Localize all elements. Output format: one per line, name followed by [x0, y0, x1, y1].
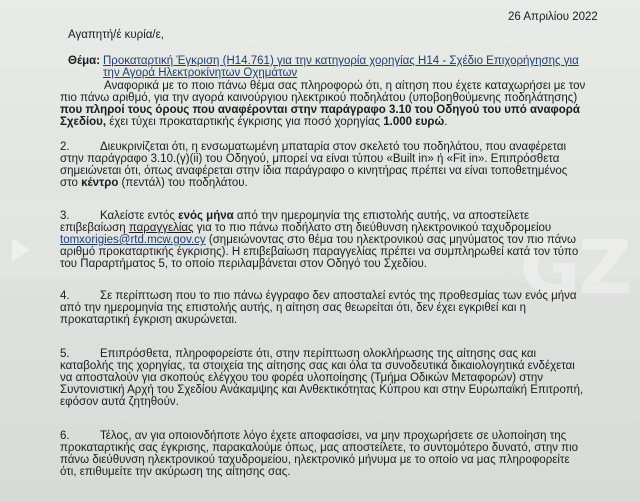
letter-date: 26 Απριλίου 2022: [508, 11, 598, 23]
subject-line-2: την Αγορά Ηλεκτροκίνητων Οχημάτων: [103, 67, 298, 79]
para6-line-1: Τέλος, αν για οποιονδήποτε λόγο έχετε αποφασίσει, να μην προχωρήσετε σε υλοποίηση της: [100, 430, 567, 442]
watermark-arrow-icon: [12, 238, 30, 262]
para1-line-1: Αναφορικά με το ποιο πάνω θέμα σας πληροφορώ ότι, η αίτηση που έχετε καταχωρήσει με τον: [104, 80, 586, 92]
para1-line-3: που πληροί τους όρους που αναφέρονται στην παράγραφο 3.10 του Οδηγού του υπό αναφορά: [60, 104, 580, 116]
para2-center: κέντρο: [81, 177, 119, 189]
para4-line-2: από την ημερομηνία της επιστολής αυτής, η αίτηση σας θεωρείται ότι, δεν έχει εγκριθεί και η: [60, 302, 526, 314]
para2-line-2: στην παράγραφο 3.10.(γ)(ii) του Οδηγού, μπορεί να είναι τύπου «Built in» ή «Fit in». Επιπρόσθετα: [60, 153, 560, 165]
subject-line-1: Προκαταρτική Έγκριση (H14.761) για την κατηγορία χορηγίας Η14 - Σχέδιο Επιχορήγησης για: [103, 55, 579, 67]
para1-text: έχει τύχει προκαταρτικής έγκρισης για ποσό χορηγίας: [106, 116, 384, 128]
para2-line-1: Διευκρινίζεται ότι, η ενσωματωμένη μπαταρία στον σκελετό του ποδηλάτου, που αναφέρεται: [100, 141, 567, 153]
para3-line-5: του Παραρτήματος 5, το οποίο περιλαμβάνεται στον Οδηγό του Σχεδίου.: [60, 258, 428, 270]
subject-label: Θέμα:: [68, 55, 101, 67]
para3-number: 3.: [60, 210, 70, 222]
para5-number: 5.: [60, 348, 70, 360]
para3-order: παραγγελίας: [128, 222, 194, 234]
para2-line-3: σημειώνεται ότι, όπως αναφέρεται στην ίδια παράγραφο ο κινητήρας πρέπει να είναι τοποθετημένος: [60, 165, 568, 177]
para6-line-3: πάνω διεύθυνση ηλεκτρονικού ταχυδρομείου, ηλεκτρονικό μήνυμα με το οποίο να μας πληροφορείτε: [60, 454, 570, 466]
para2-text-a: στο: [60, 177, 82, 189]
para5-line-1: Επιπρόσθετα, πληροφορείστε ότι, στην περίπτωση ολοκλήρωσης της αίτησης σας και: [100, 348, 537, 360]
para2-number: 2.: [60, 141, 70, 153]
para5-line-4: Συντονιστική Αρχή του Σχεδίου Ανάκαμψης και Ανθεκτικότητας Κύπρου και στην Ευρωπαϊκή Επιτροπή,: [60, 384, 584, 396]
para4-line-1: Σε περίπτωση που το πιο πάνω έγγραφο δεν αποσταλεί εντός της προθεσμίας των ενός μήνα: [100, 290, 577, 302]
para4-line-3: προκαταρτική έγκριση ακυρώνεται.: [60, 314, 238, 326]
para1-period: .: [444, 116, 448, 128]
watermark-logo: GZ: [519, 225, 630, 311]
para1-line-2: πιο πάνω αριθμό, για την αγορά καινούργιου ηλεκτρικού ποδηλάτου (υποβοηθούμενης ποδηλάτησης): [60, 92, 578, 104]
para1-amount: 1.000 ευρώ: [383, 116, 445, 128]
para3-text-b: από την ημερομηνία της επιστολής αυτής, να αποστείλετε: [233, 210, 530, 222]
para5-line-3: να αποσταλούν για σκοπούς ελέγχου του φορέα υλοποίησης (Τμήμα Οδικών Μεταφορών) στην: [60, 372, 544, 384]
para3-text-c: επιβεβαίωση: [60, 222, 129, 234]
para5-line-2: καταβολής της χορηγίας, τα στοιχεία της αίτησης σας και όλα τα συνοδευτικά δικαιολογητικά ενδέχεται: [60, 360, 575, 372]
para3-text-a: Καλείστε εντός: [100, 210, 179, 222]
para6-line-2: προκαταρτικής σας έγκρισης, παρακαλούμε όπως, μας αποστείλετε, το συντομότερο δυνατό, στην πιο: [60, 442, 579, 454]
para1-scheme: Σχεδίου,: [60, 116, 107, 128]
para3-text-d: για το πιο πάνω ποδήλατο στη διεύθυνση ηλεκτρονικού ταχυδρομείου: [193, 222, 552, 234]
salutation: Αγαπητή/έ κυρία/ε,: [68, 29, 164, 41]
para5-line-5: εφόσον αυτά ζητηθούν.: [60, 396, 179, 408]
para3-line-4: αριθμό προκαταρτικής έγκρισης). Η επιβεβαίωση παραγγελίας πρέπει να συμπληρωθεί κατά τον τύπο: [60, 246, 579, 258]
email-link[interactable]: tomxorigies@rtd.mcw.gov.cy: [60, 234, 206, 246]
para3-text-e: (σημειώνοντας στο θέμα του ηλεκτρονικού σας μηνύματος τον πιο πάνω: [205, 234, 577, 246]
para1-line-4: [60, 116, 447, 129]
para4-number: 4.: [60, 290, 70, 302]
para2-line-4: [60, 177, 248, 190]
para2-text-b: (πεντάλ) του ποδηλάτου.: [118, 177, 248, 189]
para3-deadline: ενός μήνα: [178, 210, 234, 222]
para6-number: 6.: [60, 430, 70, 442]
para6-line-4: ότι, επιθυμείτε την ακύρωση της αίτησης σας.: [60, 466, 291, 478]
